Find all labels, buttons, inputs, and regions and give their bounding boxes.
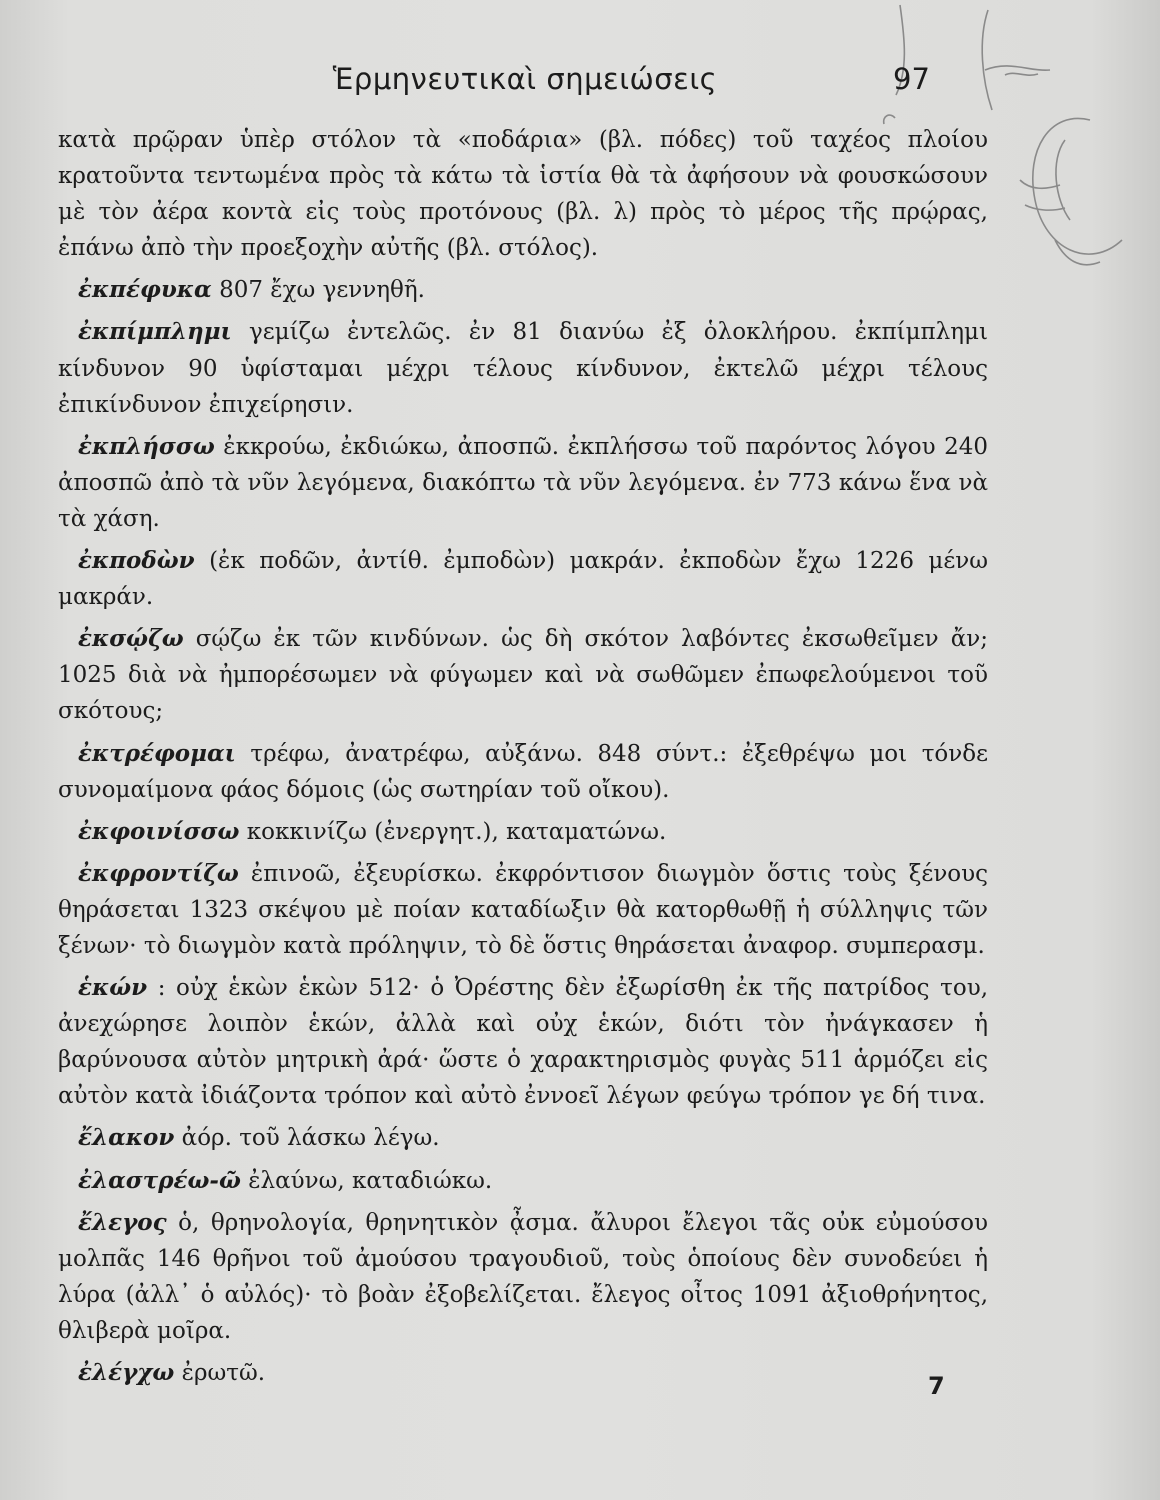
entry-text: σῴζω ἐκ τῶν κινδύνων. ὡς δὴ σκότον λαβόντες ἐκσωθεῖμεν ἄν; 1025 διὰ νὰ ἠμπορέσωμεν νὰ φύγωμεν καὶ νὰ σωθῶμεν ἐπωφελούμενοι τοῦ σκότους; (58, 626, 988, 725)
glossary-body (58, 122, 988, 1397)
entry-text: τρέφω, ἀνατρέφω, αὐξάνω. 848 σύντ.: ἐξεθρέψω μοι τόνδε συνομαίμονα φάος δόμοις (ὡς σωτηρίαν τοῦ οἴκου). (58, 740, 989, 803)
glossary-entry (58, 1205, 988, 1349)
entry-text: ὁ, θρηνολογία, θρηνητικὸν ᾆσμα. ἄλυροι ἔλεγοι τᾶς οὐκ εὐμούσου μολπᾶς 146 θρῆνοι τοῦ ἀμούσου τραγουδιοῦ, τοὺς ὁποίους δὲν συνοδεύει ἡ λύρα (ἀλλ᾽ ὁ αὐλός)· τὸ βοὰν ἐξοβελίζεται. ἔλεγος οἶτος 1091 ἀξιοθρήνητος, θλιβερὰ μοῖρα. (58, 1209, 988, 1344)
entry-text: κατὰ πρῷραν ὑπὲρ στόλον τὰ «ποδάρια» (βλ. πόδες) τοῦ ταχέος πλοίου κρατοῦντα τεντωμένα πρὸς τὰ κάτω τὰ ἱστία θὰ τὰ ἀφήσουν νὰ φουσκώσουν μὲ τὸν ἀέρα κοντὰ εἰς τοὺς προτόνους (βλ. λ) πρὸς τὸ μέρος τῆς πρῴρας, ἐπάνω ἀπὸ τὴν προεξοχὴν αὐτῆς (βλ. στόλος). (58, 127, 988, 262)
entry-text: ἐκκρούω, ἐκδιώκω, ἀποσπῶ. ἐκπλήσσω τοῦ παρόντος λόγου 240 ἀποσπῶ ἀπὸ τὰ νῦν λεγόμενα, διακόπτω τὰ νῦν λεγόμενα. ἐν 773 κάνω ἕνα νὰ τὰ χάση. (58, 433, 988, 532)
entry-text: ἐπινοῶ, ἐξευρίσκω. ἐκφρόντισον διωγμὸν ὅστις τοὺς ξένους θηράσεται 1323 σκέψου μὲ ποίαν καταδίωξιν θὰ κατορθωθῇ ἡ σύλληψις τῶν ξένων· τὸ διωγμὸν κατὰ πρόληψιν, τὸ δὲ ὅστις θηράσεται ἀναφορ. συμπερασμ. (58, 860, 989, 959)
glossary-entry (58, 543, 988, 615)
entry-lemma: ἐκπλήσσω (78, 432, 215, 460)
glossary-entry (58, 122, 988, 266)
glossary-entry (58, 1120, 988, 1156)
glossary-entry (58, 1163, 988, 1199)
glossary-entry (58, 1355, 988, 1391)
printer-signature-mark: 7 (928, 1372, 945, 1400)
glossary-entry (58, 736, 988, 808)
running-header: Ἑρμηνευτικαὶ σημειώσεις (332, 62, 718, 96)
entry-lemma: ἐκπέφυκα (78, 276, 212, 304)
entry-lemma: ἐκφοινίσσω (78, 817, 240, 845)
glossary-entry (58, 856, 988, 964)
entry-text: (ἐκ ποδῶν, ἀντίθ. ἐμποδὼν) μακράν. ἐκποδὼν ἔχω 1226 μένω μακράν. (58, 548, 988, 611)
entry-lemma: ἐκποδὼν (78, 547, 195, 575)
glossary-entry (58, 429, 988, 537)
entry-text: κοκκινίζω (ἐνεργητ.), καταματώνω. (246, 818, 667, 845)
entry-text: ἐρωτῶ. (181, 1360, 266, 1386)
entry-text: γεμίζω ἐντελῶς. ἐν 81 διανύω ἐξ ὁλοκλήρου. ἐκπίμπλημι κίνδυνον 90 ὑφίσταμαι μέχρι τέλους κίνδυνον, ἐκτελῶ μέχρι τέλους ἐπικίνδυνον ἐπιχείρησιν. (58, 319, 988, 418)
glossary-entry (58, 970, 988, 1114)
entry-lemma: ἑκών (78, 974, 148, 1002)
glossary-entry (58, 314, 988, 422)
entry-lemma: ἐκφροντίζω (78, 859, 239, 887)
entry-lemma: ἔλακον (78, 1124, 175, 1152)
entry-text: 807 ἔχω γεννηθῆ. (219, 277, 425, 304)
entry-lemma: ἐκπίμπλημι (78, 318, 232, 346)
entry-lemma: ἐκσῴζω (78, 625, 184, 653)
entry-lemma: ἐλαστρέω-ῶ (78, 1166, 241, 1194)
glossary-entry (58, 814, 988, 850)
glossary-entry (58, 621, 988, 729)
entry-lemma: ἐκτρέφομαι (78, 739, 236, 767)
page-number: 97 (893, 62, 930, 96)
entry-text: ἐλαύνω, καταδιώκω. (248, 1167, 493, 1194)
entry-lemma: ἔλεγος (78, 1208, 167, 1236)
entry-text: : οὐχ ἑκὼν ἑκὼν 512· ὁ Ὀρέστης δὲν ἐξωρίσθη ἐκ τῆς πατρίδος του, ἀνεχώρησε λοιπὸν ἑκών, ἀλλὰ καὶ οὐχ ἑκών, διότι τὸν ἠνάγκασεν ἡ βαρύνουσα αὐτὸν μητρικὴ ἀρά· ὥστε ὁ χαρακτηρισμὸς φυγὰς 511 ἁρμόζει εἰς αὐτὸν κατὰ ἰδιάζοντα τρόπον καὶ αὐτὸ ἐννοεῖ λέγων φεύγω τρόπον γε δή τινα. (58, 975, 988, 1110)
entry-text: ἀόρ. τοῦ λάσκω λέγω. (181, 1125, 440, 1152)
entry-lemma: ἐλέγχω (78, 1359, 175, 1386)
glossary-entry (58, 272, 988, 308)
